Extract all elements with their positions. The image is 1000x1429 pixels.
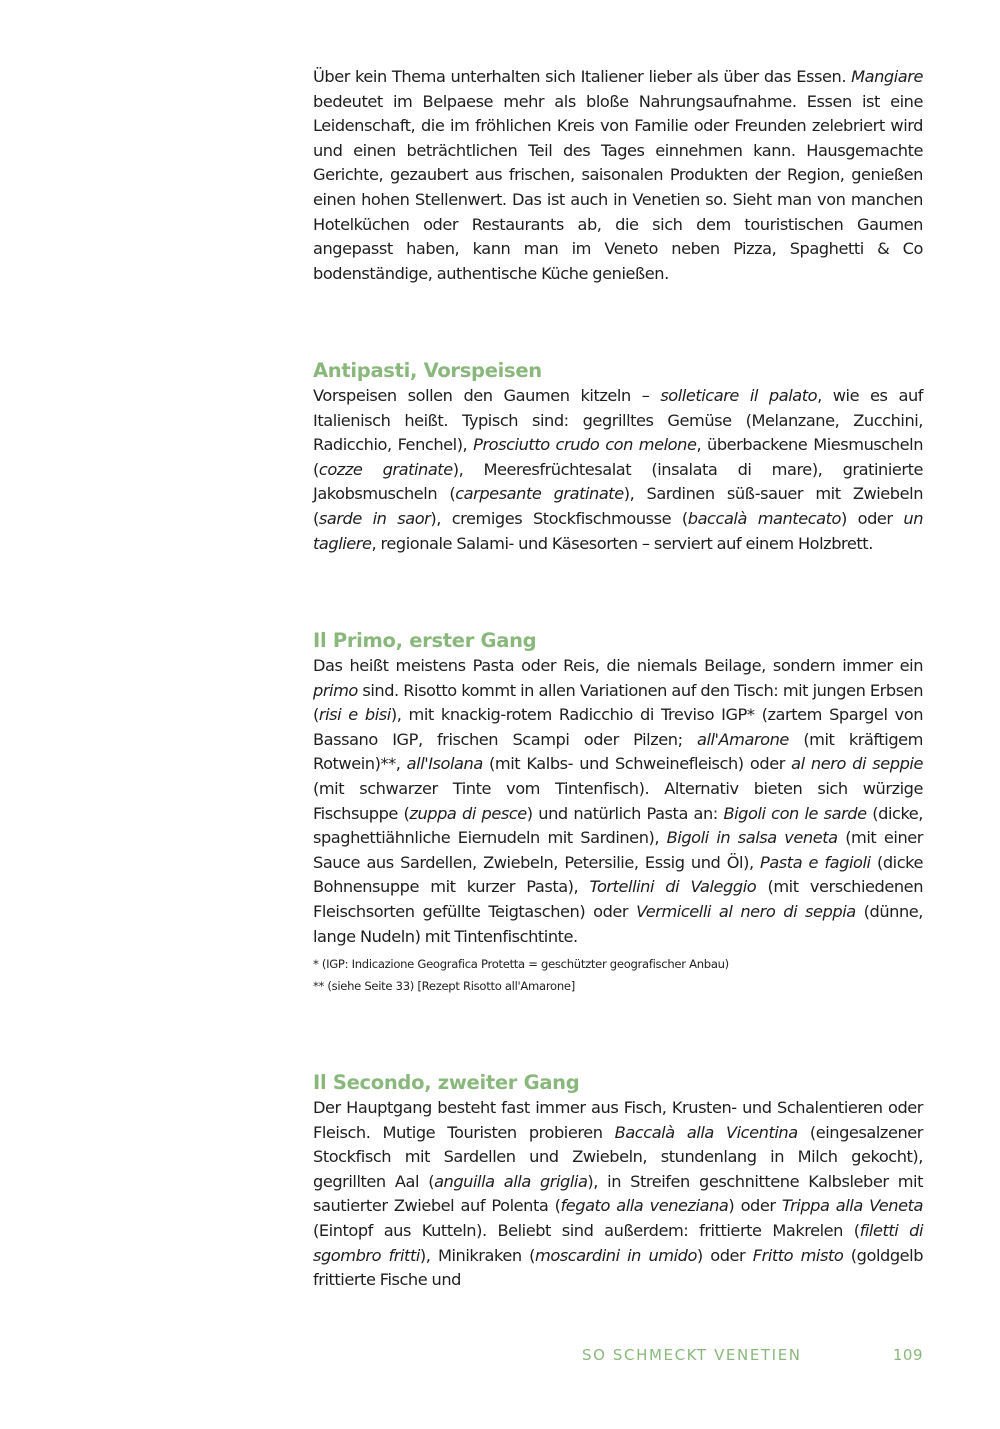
italic-term: Fritto misto bbox=[752, 1245, 844, 1265]
text-run: Über kein Thema unterhalten sich Italiener lieber als über das Essen. bbox=[313, 67, 852, 86]
text-run: (mit verschiedenen Fleischsorten gefüllte Teigtaschen) oder bbox=[313, 877, 923, 921]
italic-term: moscardini in umido bbox=[535, 1245, 697, 1265]
text-run: ), Meeresfrüchtesalat (insalata di mare), gratinierte Jakobsmuscheln ( bbox=[313, 459, 923, 504]
intro-section bbox=[313, 65, 923, 286]
text-run: ) oder bbox=[728, 1196, 782, 1216]
italic-term: Prosciutto crudo con melone bbox=[473, 435, 697, 455]
section-paragraph bbox=[313, 654, 923, 949]
italic-term: carpesante gratinate bbox=[455, 484, 624, 504]
text-run: (goldgelb frittierte Fische und bbox=[313, 1245, 924, 1290]
italic-term: primo bbox=[313, 680, 358, 700]
italic-term: filetti di sgombro fritti bbox=[313, 1220, 923, 1265]
text-run: ), Minikraken ( bbox=[419, 1245, 535, 1265]
text-run: (eingesalzener Stockfisch mit Sardellen und Zwiebeln, stundenlang in Milch gekocht), gegrillten Aal ( bbox=[313, 1122, 923, 1191]
text-run: (dicke, spaghettiähnliche Eiernudeln mit Sardinen), bbox=[313, 803, 923, 848]
italic-term: all'Amarone bbox=[696, 729, 789, 749]
italic-term: fegato alla veneziana bbox=[560, 1196, 729, 1216]
text-run: (mit Kalbs- und Schweinefleisch) oder bbox=[482, 754, 792, 774]
text-run: bedeutet im Belpaese mehr als bloße Nahrungsaufnahme. Essen ist eine Leidenschaft, die im fröhlichen Kreis von Familie oder Freunden zelebriert wird und einen beträchtlichen Teil des Tages einnehmen kann. Hausgemachte Gerichte, gezaubert aus frischen, saisonalen Produkten der Region, genießen einen hohen Stellenwert. Das ist auch in Venetien so. Sieht man von manchen Hotelküchen oder Restaurants ab, die sich dem touristischen Gaumen angepasst haben, kann man im Veneto neben Pizza, Spaghetti & Co bodenständige, authentische Küche genießen. bbox=[313, 91, 923, 283]
italic-term: zuppa di pesce bbox=[409, 803, 527, 823]
italic-term: Pasta e fagioli bbox=[760, 852, 871, 872]
text-run: ), in Streifen geschnittene Kalbsleber mit sautierter Zwiebel auf Polenta ( bbox=[313, 1171, 923, 1216]
text-run: ) oder bbox=[840, 508, 904, 528]
text-run: (mit einer Sauce aus Sardellen, Zwiebeln, Petersilie, Essig und Öl), bbox=[313, 828, 923, 872]
intro-paragraph bbox=[313, 65, 923, 286]
italic-term: solleticare il palato bbox=[660, 386, 818, 405]
italic-term: all'Isolana bbox=[406, 754, 483, 774]
page-footer bbox=[582, 1346, 923, 1368]
text-run: (mit kräftigem Rotwein)**, bbox=[313, 729, 923, 774]
italic-term: cozze gratinate bbox=[318, 459, 453, 479]
text-run: , überbackene Miesmuscheln ( bbox=[313, 435, 923, 479]
italic-term: Baccalà alla Vicentina bbox=[614, 1122, 798, 1142]
text-run: Das heißt meistens Pasta oder Reis, die niemals Beilage, sondern immer ein bbox=[313, 656, 923, 675]
italic-term: Tortellini di Valeggio bbox=[589, 877, 757, 897]
italic-term: anguilla alla griglia bbox=[434, 1171, 588, 1191]
italic-term: Bigoli con le sarde bbox=[723, 803, 867, 823]
section-secondo bbox=[313, 1070, 923, 1293]
section-heading: Antipasti, Vorspeisen bbox=[313, 359, 542, 382]
text-run: ) und natürlich Pasta an: bbox=[526, 803, 724, 823]
text-run: (dünne, lange Nudeln) mit Tintenfischtinte. bbox=[313, 901, 923, 946]
italic-term: al nero di seppie bbox=[791, 754, 923, 774]
italic-term: baccalà mantecato bbox=[687, 508, 841, 528]
text-run: , wie es auf Italienisch heißt. Typisch sind: gegrilltes Gemüse (Melanzane, Zucchini, Radicchio, Fenchel), bbox=[313, 386, 923, 455]
footnote-recipe: ** (siehe Seite 33) [Rezept Risotto all'Amarone] bbox=[313, 979, 575, 994]
italic-term: Trippa alla Veneta bbox=[781, 1196, 923, 1216]
italic-term: sarde in saor bbox=[318, 508, 431, 528]
section-paragraph bbox=[313, 1096, 923, 1293]
section-primo bbox=[313, 628, 923, 997]
text-run: (mit schwarzer Tinte vom Tintenfisch). Alternativ bieten sich würzige Fischsuppe ( bbox=[313, 778, 923, 823]
italic-term: Bigoli in salsa veneta bbox=[666, 828, 838, 848]
footnote-igp: * (IGP: Indicazione Geografica Protetta = geschützter geografischer Anbau) bbox=[313, 957, 729, 972]
italic-term: Mangiare bbox=[851, 67, 923, 86]
section-paragraph bbox=[313, 384, 923, 556]
italic-term: un tagliere bbox=[313, 508, 924, 553]
section-heading: Il Primo, erster Gang bbox=[313, 629, 537, 652]
text-run: , regionale Salami- und Käsesorten – serviert auf einem Holzbrett. bbox=[371, 533, 873, 553]
text-run: Der Hauptgang besteht fast immer aus Fisch, Krusten- und Schalentieren oder Fleisch. Mutige Touristen probieren bbox=[313, 1098, 923, 1142]
page-number: 109 bbox=[892, 1346, 923, 1364]
text-run: (dicke Bohnensuppe mit kurzer Pasta), bbox=[313, 852, 923, 897]
italic-term: risi e bisi bbox=[318, 705, 391, 725]
text-run: sind. Risotto kommt in allen Variationen auf den Tisch: mit jungen Erbsen ( bbox=[313, 680, 923, 725]
text-run: ), mit knackig-rotem Radicchio di Treviso IGP* (zartem Spargel von Bassano IGP, frischen Scampi oder Pilzen; bbox=[313, 705, 924, 749]
text-run: ), cremiges Stockfischmousse ( bbox=[430, 508, 688, 528]
text-run: ) oder bbox=[696, 1245, 753, 1265]
section-antipasti bbox=[313, 358, 923, 556]
section-heading: Il Secondo, zweiter Gang bbox=[313, 1071, 580, 1094]
text-run: Vorspeisen sollen den Gaumen kitzeln – bbox=[313, 386, 661, 405]
text-run: (Eintopf aus Kutteln). Beliebt sind außerdem: frittierte Makrelen ( bbox=[313, 1220, 860, 1240]
running-title: SO SCHMECKT VENETIEN bbox=[582, 1346, 802, 1364]
text-run: ), Sardinen süß-sauer mit Zwiebeln ( bbox=[313, 484, 924, 528]
italic-term: Vermicelli al nero di seppia bbox=[636, 901, 856, 921]
